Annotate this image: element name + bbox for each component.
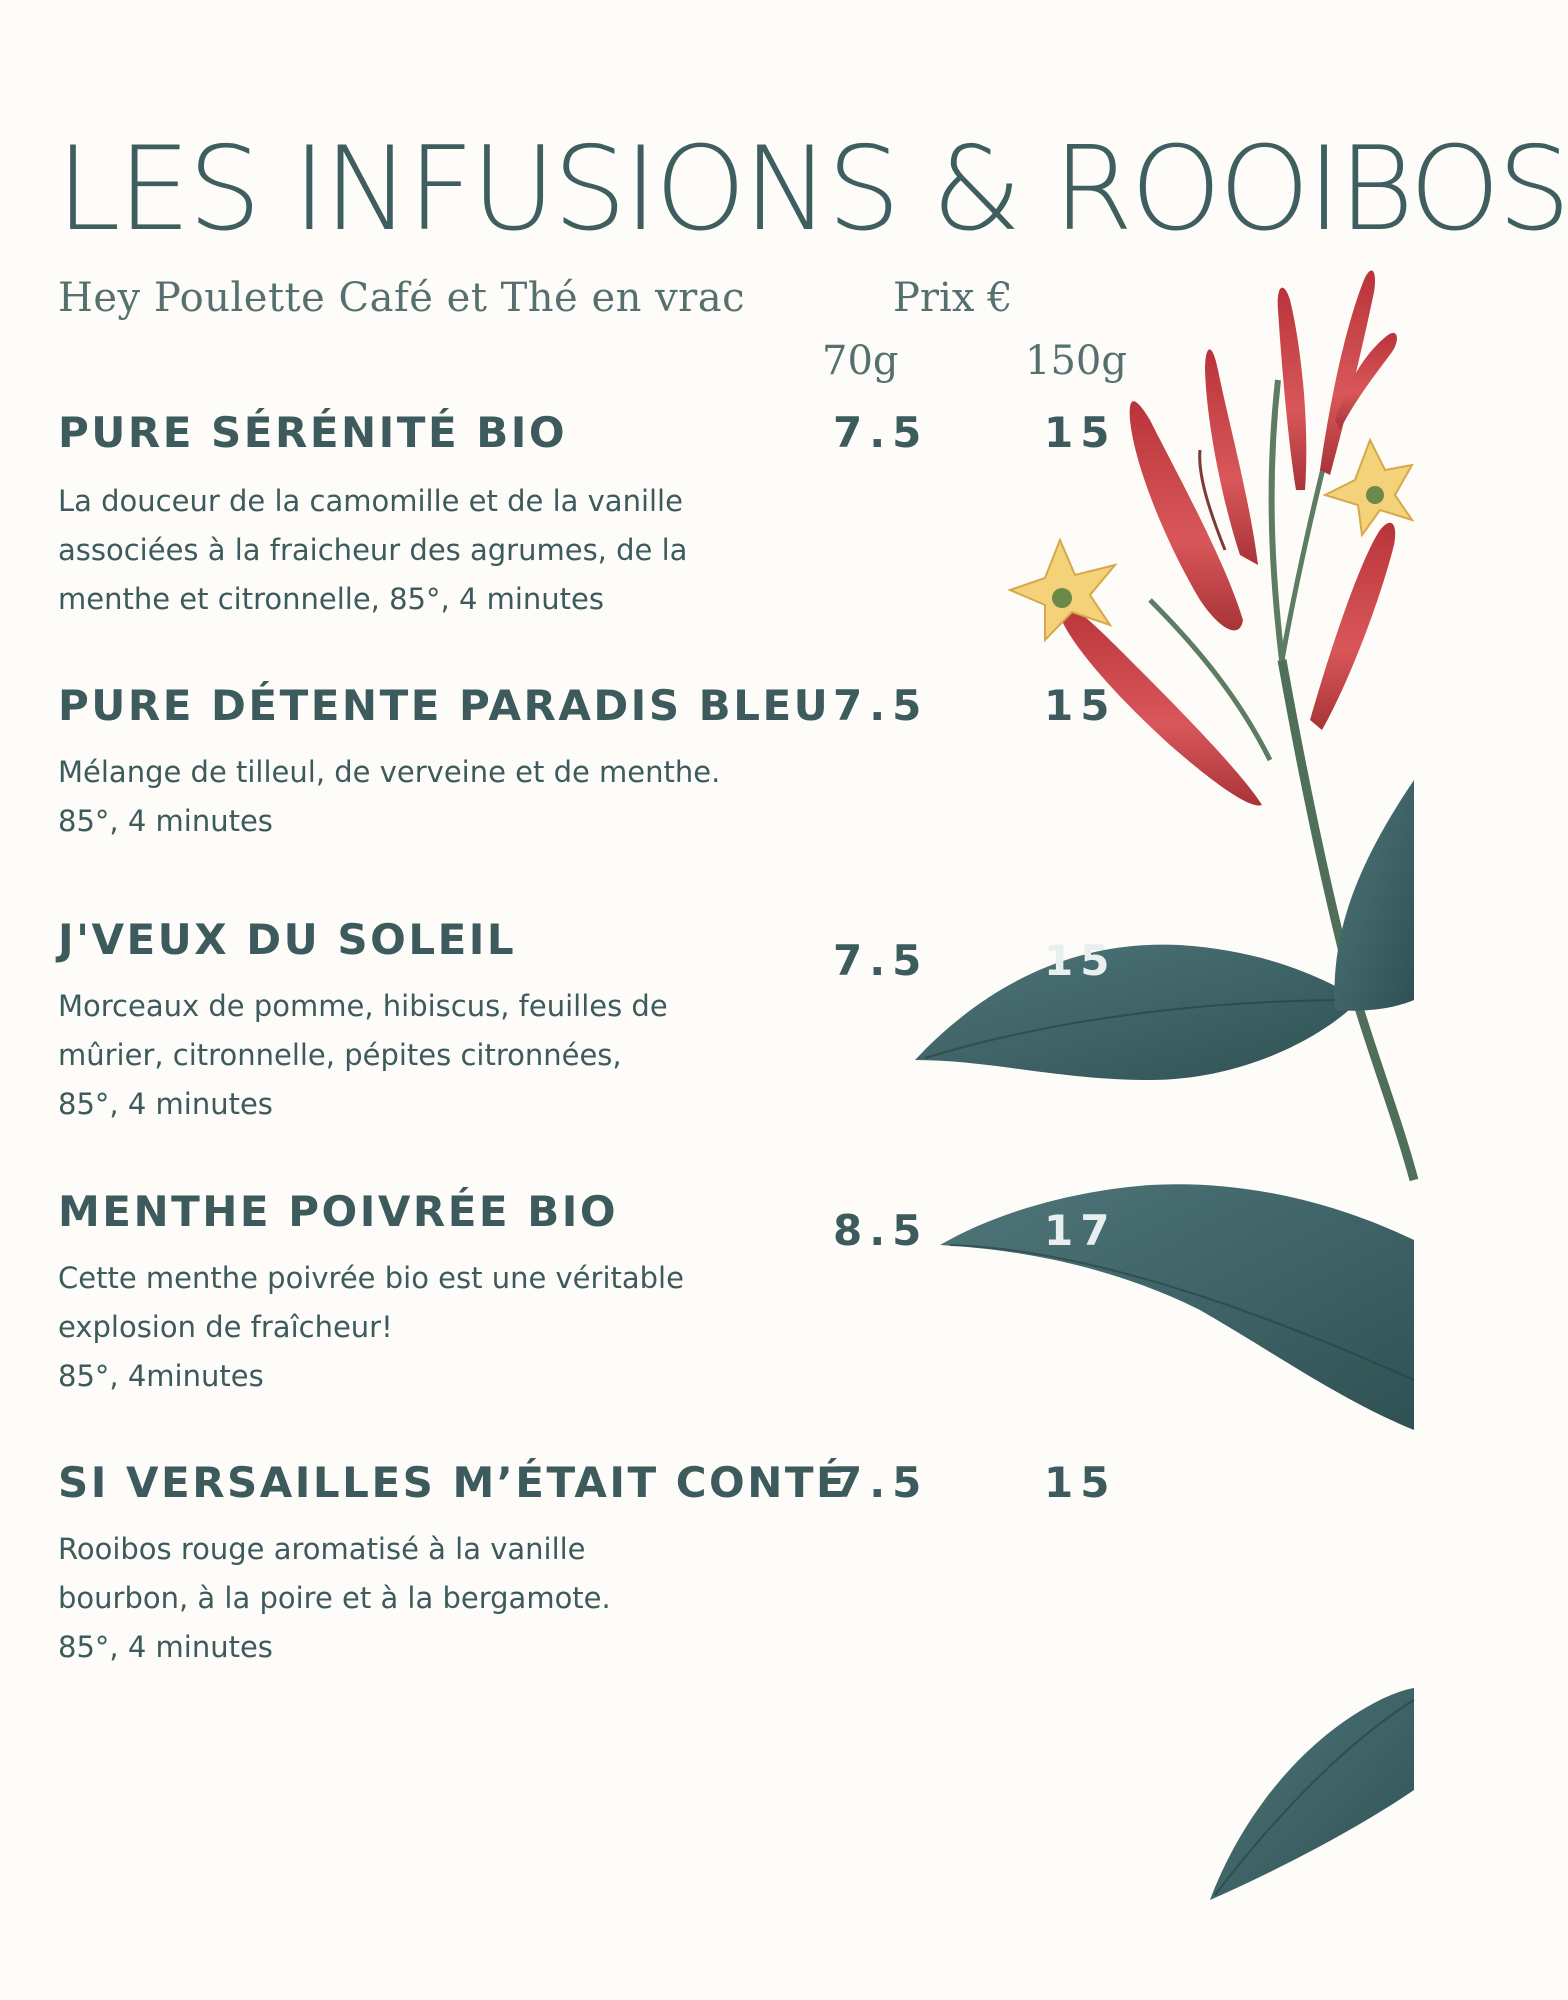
- price-large: 15: [1044, 936, 1117, 985]
- price-large: 15: [1044, 681, 1117, 730]
- description-line: associées à la fraicheur des agrumes, de la: [58, 533, 688, 567]
- description-line: menthe et citronnelle, 85°, 4 minutes: [58, 582, 605, 616]
- price-small: 8.5: [833, 1206, 929, 1255]
- description-line: explosion de fraîcheur!: [58, 1310, 393, 1344]
- item-name: PURE SÉRÉNITÉ BIO: [58, 408, 568, 457]
- page-title: LES INFUSIONS & ROOIBOS: [56, 122, 1568, 257]
- item-description: [58, 1525, 758, 1672]
- description-line: 85°, 4 minutes: [58, 1630, 273, 1664]
- description-line: Rooibos rouge aromatisé à la vanille: [58, 1532, 586, 1566]
- description-line: 85°, 4 minutes: [58, 804, 273, 838]
- subtitle: Hey Poulette Café et Thé en vrac: [58, 275, 746, 321]
- description-line: mûrier, citronnelle, pépites citronnées,: [58, 1038, 622, 1072]
- description-line: Mélange de tilleul, de verveine et de menthe.: [58, 755, 721, 789]
- description-line: 85°, 4 minutes: [58, 1087, 273, 1121]
- item-name: MENTHE POIVRÉE BIO: [58, 1187, 619, 1236]
- price-large: 15: [1044, 408, 1117, 457]
- item-name: SI VERSAILLES M’ÉTAIT CONTÉ: [58, 1458, 848, 1507]
- item-name: PURE DÉTENTE PARADIS BLEU: [58, 681, 831, 730]
- item-name: J'VEUX DU SOLEIL: [58, 915, 517, 964]
- leaf-icon: [915, 780, 1414, 1900]
- price-small: 7.5: [833, 936, 929, 985]
- item-description: [58, 1254, 758, 1401]
- item-description: [58, 477, 758, 624]
- item-description: [58, 748, 758, 846]
- price-header: Prix €: [893, 275, 1013, 321]
- description-line: Morceaux de pomme, hibiscus, feuilles de: [58, 989, 668, 1023]
- description-line: 85°, 4minutes: [58, 1359, 264, 1393]
- price-small: 7.5: [833, 408, 929, 457]
- price-large: 15: [1044, 1458, 1117, 1507]
- size-header-large: 150g: [1025, 338, 1127, 384]
- price-small: 7.5: [833, 681, 929, 730]
- size-header-small: 70g: [822, 338, 899, 384]
- description-line: bourbon, à la poire et à la bergamote.: [58, 1581, 611, 1615]
- price-large: 17: [1044, 1206, 1117, 1255]
- item-description: [58, 982, 758, 1129]
- price-small: 7.5: [833, 1458, 929, 1507]
- description-line: Cette menthe poivrée bio est une véritable: [58, 1261, 684, 1295]
- description-line: La douceur de la camomille et de la vanille: [58, 484, 683, 518]
